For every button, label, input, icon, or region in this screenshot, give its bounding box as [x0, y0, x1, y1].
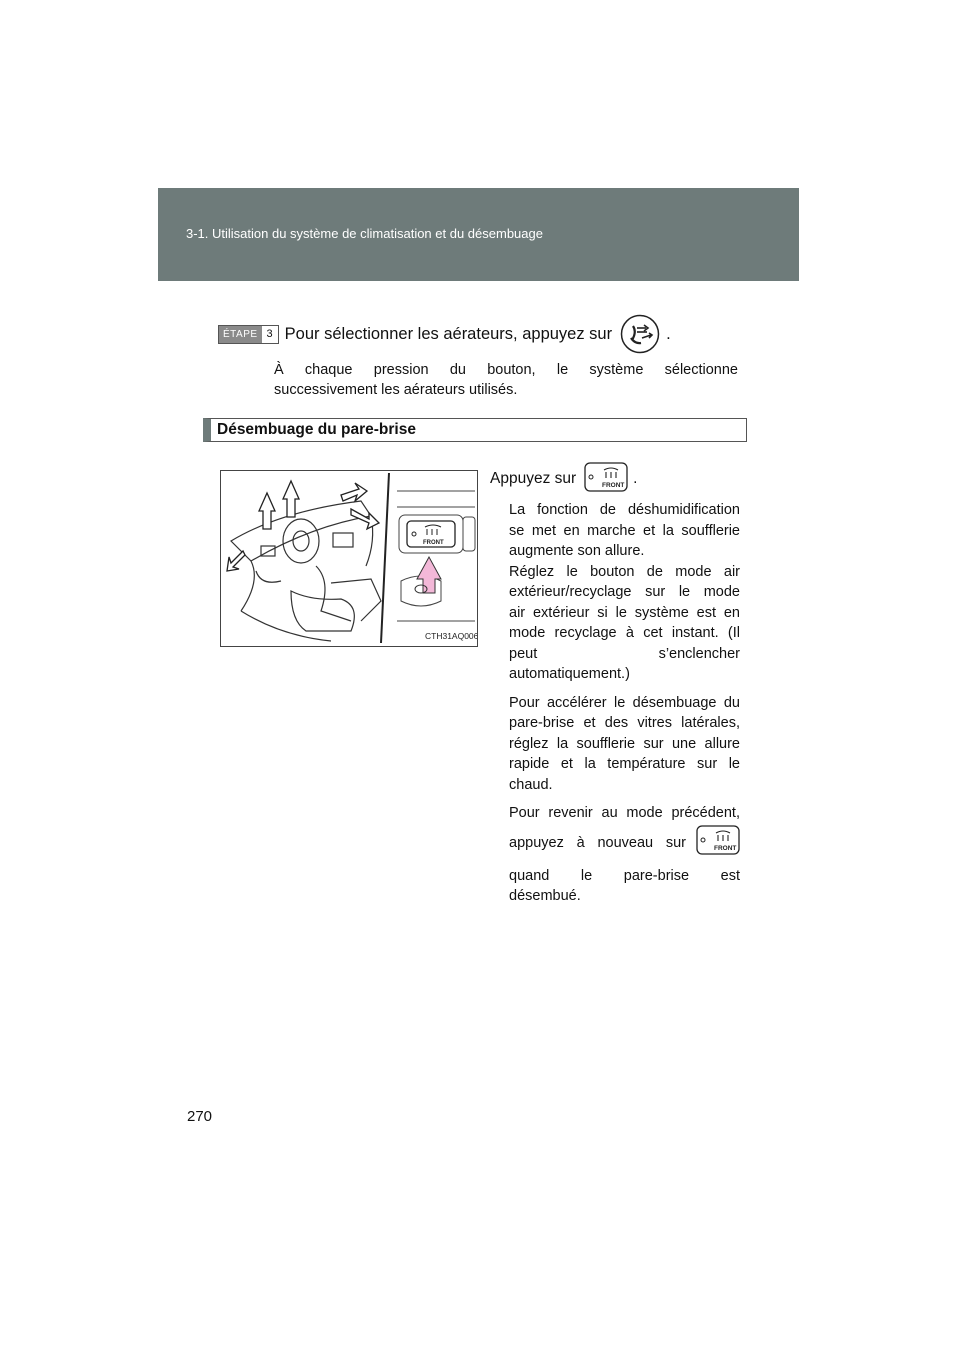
paragraph-return [509, 803, 740, 907]
text-line: rapide et la température sur le [509, 756, 740, 772]
text-line: Pour revenir au mode précédent, [509, 805, 740, 821]
text-line: automatiquement.) [509, 666, 630, 682]
step-instruction-period: . [666, 324, 671, 343]
text-line: se met en marche et la soufflerie [509, 522, 740, 539]
text-line: Pour accélérer le désembuage du [509, 694, 740, 711]
paragraph-dehumidify [509, 500, 740, 685]
illustration-button-text: FRONT [423, 540, 444, 546]
text-line: mode recyclage à cet instant. (Il [509, 625, 740, 641]
press-instruction [490, 462, 740, 496]
text-line: augmente son allure. [509, 543, 645, 559]
defog-instructions [490, 462, 740, 907]
step-badge [218, 325, 279, 344]
dashboard-illustration [220, 470, 478, 647]
text-line: appuyez à nouveau sur [509, 835, 686, 852]
step-badge-word: ÉTAPE [219, 326, 262, 343]
section-heading [203, 418, 747, 442]
air-outlet-mode-icon [620, 314, 660, 354]
paragraph-speed-up [509, 693, 740, 796]
front-defroster-icon [696, 825, 740, 862]
text-line-with-icon [509, 826, 740, 862]
text-line: air extérieur si le système est en [509, 604, 740, 621]
step-instruction-text: Pour sélectionner les aérateurs, appuyez sur [284, 324, 613, 343]
text-line: pare-brise et des vitres latérales, [509, 715, 740, 731]
page-number: 270 [187, 1108, 213, 1125]
text-line: désembué. [509, 888, 581, 904]
text-line: quand le pare-brise est [509, 867, 740, 884]
step-description-line: successivement les aérateurs utilisés. [274, 382, 518, 398]
section-title: Désembuage du pare-brise [217, 421, 416, 438]
step-instruction [218, 316, 758, 352]
text-line: La fonction de déshumidification [509, 502, 740, 518]
press-instruction-text: Appuyez sur [490, 470, 577, 487]
front-defroster-icon [584, 462, 628, 497]
press-instruction-period: . [633, 470, 638, 487]
text-line: extérieur/recyclage sur le mode [509, 584, 740, 600]
text-line: Réglez le bouton de mode air [509, 563, 740, 580]
step-badge-number: 3 [262, 326, 278, 343]
chapter-title: 3-1. Utilisation du système de climatisation et du désembuage [186, 226, 543, 241]
text-line: peut s’enclencher [509, 645, 740, 662]
step-description-line: À chaque pression du bouton, le système sélectionne [274, 362, 738, 378]
svg-text:FRONT: FRONT [714, 845, 737, 853]
illustration-code: CTH31AQ006 [425, 631, 477, 641]
svg-text:FRONT: FRONT [602, 481, 625, 489]
text-line: réglez la soufflerie sur une allure [509, 735, 740, 752]
chapter-header [158, 188, 799, 281]
text-line: chaud. [509, 776, 553, 793]
step-description [274, 360, 738, 400]
